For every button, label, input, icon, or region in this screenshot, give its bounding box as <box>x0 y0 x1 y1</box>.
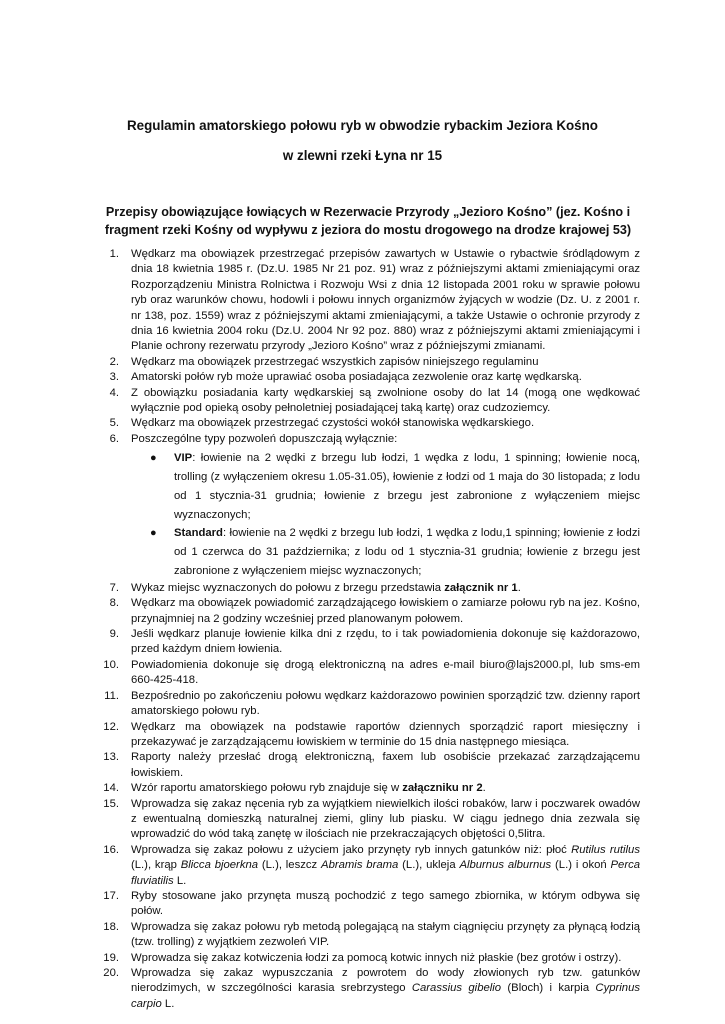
rule-number: 16. <box>103 843 119 856</box>
rule-text: Wędkarz ma obowiązek przestrzegać przepisów zawartych w Ustawie o rybactwie śródlądowym z dnia 18 kwietnia 1985 r. (Dz.U. 1985 Nr 21 poz. 91) wraz z późniejszymi aktami zmieniającymi oraz Rozporządzeniu Ministra Rolnictwa i Rozwoju Wsi z dnia 12 listopada 2001 roku w sprawie połowu ryb oraz warunków chowu, hodowli i połowu innych organizmów żyjących w wodzie (Dz. U. z 2001 r. nr 138, poz. 1559) wraz z późniejszymi aktami zmieniającymi, a także Ustawie o ochronie przyrody z dnia 16 kwietnia 2004 roku (Dz.U. 2004 Nr 92 poz. 880) wraz z późniejszymi aktami zmieniającymi i Planie ochrony rezerwatu przyrody „Jezioro Kośno” wraz z późniejszymi zmianami. <box>131 248 640 353</box>
rule-item <box>95 370 640 385</box>
attachment-reference: załącznik nr 1 <box>444 581 518 594</box>
rule-number: 2. <box>109 355 119 368</box>
species-name: Perca fluviatilis <box>131 859 641 887</box>
rule-item <box>95 797 640 843</box>
rule-item <box>95 658 640 689</box>
rule-text <box>131 581 640 596</box>
permit-item-standard <box>131 524 640 580</box>
species-name: Alburnus alburnus <box>459 859 552 872</box>
rule-number: 12. <box>103 720 119 733</box>
rule-text <box>131 843 640 889</box>
rule-text-part: (Bloch) i karpia <box>501 982 596 995</box>
rule-item <box>95 966 640 1012</box>
rule-text: Wędkarz ma obowiązek przestrzegać wszystkich zapisów niniejszego regulaminu <box>131 355 539 368</box>
bullet-icon: ● <box>150 527 157 540</box>
permit-description: : łowienie na 2 wędki z brzegu lub łodzi, 1 wędka z lodu, 1 spinning; łowienie nocą, trolling (z wyłączeniem okresu 1.05-31.05), łowienie z łodzi od 1 maja do 30 listopada; z lodu od 1 stycznia-31 grudnia; łowienie z brzegu jest zabronione z wyłączeniem miejsc wyznaczonych; <box>174 452 640 521</box>
permit-label: VIP <box>174 452 193 465</box>
rule-item <box>95 889 640 920</box>
document-title: Regulamin amatorskiego połowu ryb w obwodzie rybackim Jeziora Kośno <box>126 118 598 133</box>
rule-text: Jeśli wędkarz planuje łowienie kilka dni z rzędu, to i tak powiadomienia dokonuje się każdorazowo, przed każdym dniem łowienia. <box>131 628 640 656</box>
rule-item <box>95 750 640 781</box>
species-name: Carassius gibelio <box>411 982 502 995</box>
rule-text: Ryby stosowane jako przynęta muszą pochodzić z tego samego zbiornika, w którym odbywa się połów. <box>131 889 640 918</box>
rule-text-part: (L.), krąp <box>131 859 181 872</box>
rule-number: 14. <box>103 782 119 795</box>
rule-text <box>131 966 640 1012</box>
rule-number: 13. <box>103 751 119 764</box>
rule-item <box>95 355 640 370</box>
rule-text: Raporty należy przesłać drogą elektroniczną, faxem lub osobiście przekazać zarządzającemu łowiskiem. <box>131 751 640 779</box>
rule-number: 17. <box>103 889 119 902</box>
section-heading: Przepisy obowiązujące łowiących w Rezerwacie Przyrody „Jezioro Kośno” (jez. Kośno i fragment rzeki Kośny od wypływu z jeziora do mostu drogowego na drodze krajowej 53) <box>104 205 632 237</box>
rule-number: 11. <box>104 689 119 702</box>
permit-label: Standard <box>174 527 223 540</box>
rule-item <box>95 951 640 966</box>
rule-item <box>95 247 640 355</box>
rule-text: Powiadomienia dokonuje się drogą elektroniczną na adres e-mail biuro@lajs2000.pl, lub sms-em 660-425-418. <box>131 658 640 687</box>
rule-number: 9. <box>109 628 119 641</box>
rule-text-part: (L.) i okoń <box>551 859 611 872</box>
rule-number: 1. <box>109 248 119 260</box>
species-name: Blicca bjoerkna <box>180 859 259 872</box>
document-title-line2: w zlewni rzeki Łyna nr 15 <box>282 148 443 163</box>
rule-number: 4. <box>109 386 119 399</box>
rule-text <box>131 781 640 796</box>
rule-text-part: Wzór raportu amatorskiego połowu ryb znajduje się w <box>131 782 403 795</box>
rule-text: Wędkarz ma obowiązek przestrzegać czystości wokół stanowiska wędkarskiego. <box>131 417 535 430</box>
rule-text-part: Wykaz miejsc wyznaczonych do połowu z brzegu przedstawia <box>131 581 445 594</box>
rule-text-part: . <box>482 782 486 795</box>
rule-text: Wprowadza się zakaz nęcenia ryb za wyjątkiem niewielkich ilości robaków, larw i poczwarek owadów z ewentualną domieszką naturalnej ziemi, gliny lub piasku. W ciągu jednego dnia zezwala się wprowadzić do wód taką zanętę w ilościach nie przekraczających objętości 0,5litra. <box>131 797 640 841</box>
rule-item <box>95 627 640 658</box>
rule-item <box>95 432 640 581</box>
rule-number: 20. <box>103 967 119 980</box>
rule-text: Amatorski połów ryb może uprawiać osoba posiadająca zezwolenie oraz kartę wędkarską. <box>131 371 582 384</box>
rule-item <box>95 416 640 431</box>
species-name: Abramis brama <box>321 859 399 872</box>
rule-number: 19. <box>103 951 119 964</box>
rule-item <box>95 843 640 889</box>
rule-text-part: (L.), ukleja <box>398 859 460 872</box>
rule-text-part: . <box>517 581 521 594</box>
rule-text-part: Wprowadza się zakaz połowu z użyciem jako przynęty ryb innych gatunków niż: płoć <box>131 843 572 856</box>
rule-number: 5. <box>109 417 119 430</box>
permit-types-list <box>131 449 640 581</box>
attachment-reference: załączniku nr 2 <box>402 782 483 795</box>
rule-text: Wędkarz ma obowiązek na podstawie raportów dziennych sporządzić raport miesięczny i przekazywać je zarządzającemu łowiskiem w terminie do 15 dnia następnego miesiąca. <box>131 720 640 748</box>
rule-text: Wędkarz ma obowiązek powiadomić zarządzającego łowiskiem o zamiarze połowu ryb na jez. Kośno, przynajmniej na 2 godziny wcześniej przed planowanym połowem. <box>131 597 640 625</box>
rule-number: 6. <box>109 432 119 445</box>
rules-list <box>95 247 640 1012</box>
species-name: Cyprinus carpio <box>131 982 640 1010</box>
species-name: Rutilus rutilus <box>571 843 640 856</box>
rule-text: Z obowiązku posiadania karty wędkarskiej są zwolnione osoby do lat 14 (mogą one wędkować wyłącznie pod opieką osoby pełnoletniej posiadającej taką kartę) oraz cudzoziemcy. <box>131 386 640 415</box>
rule-item <box>95 920 640 951</box>
rule-number: 8. <box>109 597 119 610</box>
rule-number: 18. <box>103 920 119 933</box>
rule-number: 15. <box>103 797 119 810</box>
rule-number: 10. <box>103 658 119 671</box>
rule-text-part: L. <box>173 874 187 887</box>
bullet-icon: ● <box>150 452 157 465</box>
rule-item <box>95 689 640 720</box>
rule-text: Poszczególne typy pozwoleń dopuszczają wyłącznie: <box>131 432 398 445</box>
rule-text: Wprowadza się zakaz połowu ryb metodą polegającą na stałym ciągnięciu przynęty za płynącą łodzią (tzw. trolling) z wyjątkiem zezwoleń VIP. <box>131 920 640 949</box>
rule-text-part: Wprowadza się zakaz wypuszczania z powrotem do wody złowionych ryb tzw. gatunków nierodzimych, w szczególności karasia srebrzystego <box>131 967 640 995</box>
rule-number: 3. <box>109 371 119 384</box>
rule-number: 7. <box>109 581 119 594</box>
permit-item-vip <box>131 449 640 524</box>
rule-text: Wprowadza się zakaz kotwiczenia łodzi za pomocą kotwic innych niż płaskie (bez grotów i ostrzy). <box>131 951 622 964</box>
rule-item <box>95 781 640 796</box>
rule-text-part: (L.), leszcz <box>258 859 322 872</box>
permit-description: : łowienie na 2 wędki z brzegu lub łodzi, 1 wędka z lodu,1 spinning; łowienie z łodzi od 1 czerwca do 31 października; z lodu od 1 stycznia-31 grudnia; łowienie z brzegu jest zabronione z wyłączeniem miejsc wyznaczonych; <box>174 527 640 578</box>
rule-text: Bezpośrednio po zakończeniu połowu wędkarz każdorazowo powinien sporządzić tzw. dzienny raport amatorskiego połowu ryb. <box>131 689 640 718</box>
rule-item <box>95 581 640 596</box>
rule-item <box>95 386 640 417</box>
rule-item <box>95 720 640 751</box>
rule-item <box>95 596 640 627</box>
rule-text-part: L. <box>161 997 175 1010</box>
